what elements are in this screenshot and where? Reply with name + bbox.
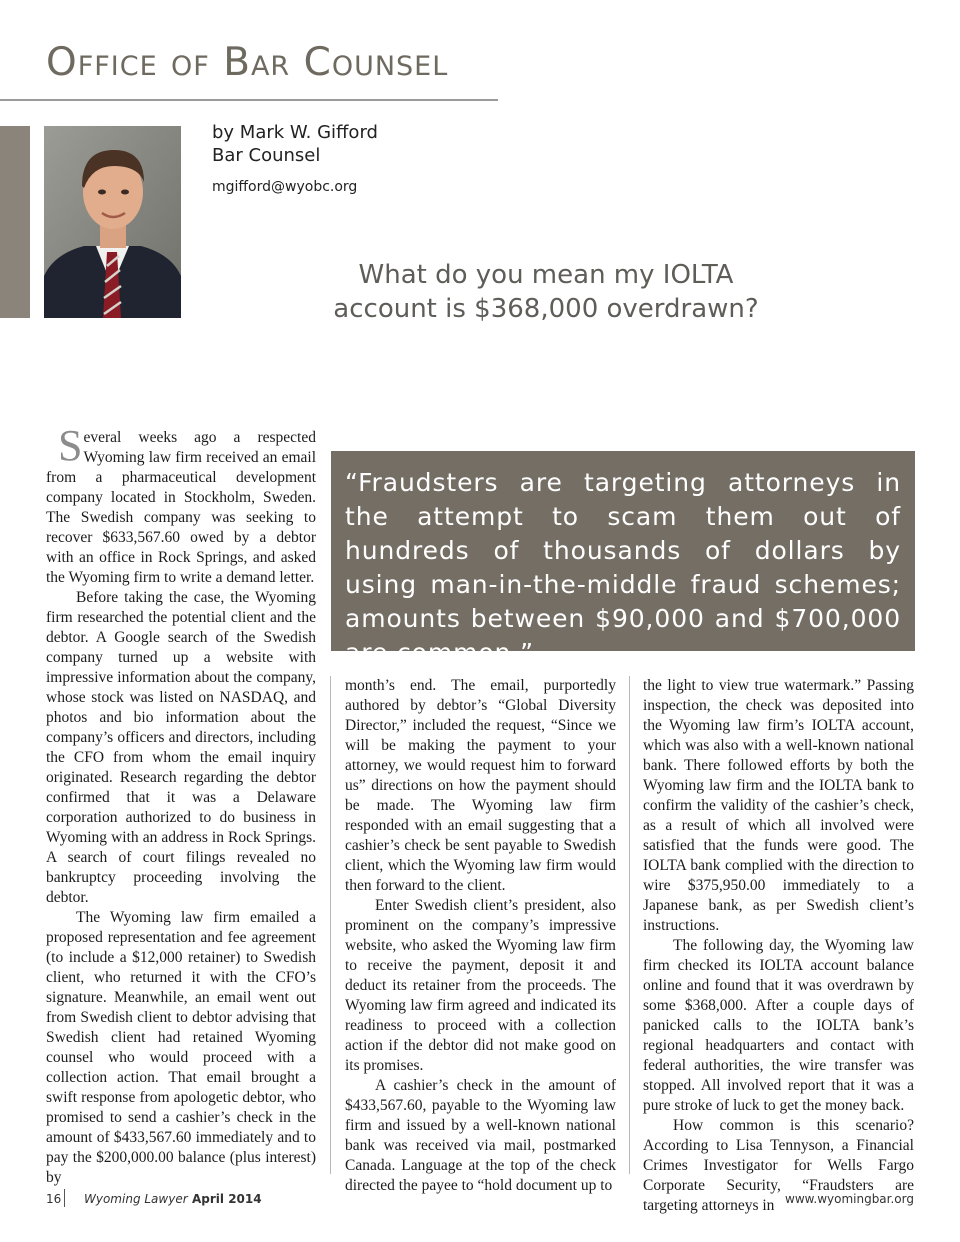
- article-column-3: [643, 676, 914, 1216]
- author-name: by Mark W. Gifford: [212, 122, 378, 143]
- column-divider: [330, 676, 331, 1174]
- page-footer: [46, 1192, 914, 1212]
- paragraph: month’s end. The email, purportedly authored by debtor’s “Global Diversity Director,” included the request, “Since we will be making the payment to your attorney, we would request him to forward us” directions on how the payment should be made. The Wyoming law firm responded with an email suggesting that a cashier’s check be sent payable to Swedish client, which the Wyoming law firm would then forward to the client.: [345, 677, 616, 894]
- footer-divider: [64, 1189, 65, 1207]
- paragraph: A cashier’s check in the amount of $433,567.60, payable to the Wyoming law firm and issued by a well-known national bank was received via mail, postmarked Canada. Language at the top of the check directed the payee to “hold document up to: [345, 1077, 616, 1194]
- author-portrait-illustration: [44, 126, 181, 318]
- page-number: 16: [46, 1192, 62, 1206]
- paragraph: the light to view true watermark.” Passing inspection, the check was deposited into the Wyoming law firm’s IOLTA account, which was also with a well-known national bank. There followed efforts by both the Wyoming law firm and the IOLTA bank to confirm the validity of the cashier’s check, as a result of which all involved were satisfied that the funds were good. The IOLTA bank complied with the direction to wire $375,950.00 immediately to a Japanese bank, as per Swedish client’s instructions.: [643, 677, 914, 934]
- headline-line-1: What do you mean my IOLTA: [358, 260, 734, 290]
- article-headline: [316, 258, 776, 326]
- column-divider: [629, 676, 630, 1174]
- author-email[interactable]: mgifford@wyobc.org: [212, 179, 358, 195]
- magazine-name: Wyoming Lawyer: [84, 1192, 188, 1206]
- paragraph: Before taking the case, the Wyoming firm researched the potential client and the debtor. A Google search of the Swedish company turned up a website with impressive information about the company, whose stock was listed on NASDAQ, and photos and bio information about the company’s officers and directors, including the CFO from whom the email inquiry originated. Research regarding the debtor confirmed that it was a Delaware corporation authorized to do business in Wyoming with an address in Rock Springs. A search of court filings revealed no bankruptcy proceeding involving the debtor.: [46, 589, 316, 906]
- paragraph: The following day, the Wyoming law firm checked its IOLTA account balance online and found that it was overdrawn by some $368,000. After a couple days of panicked calls to the IOLTA bank’s regional headquarters and contact with federal authorities, the wire transfer was stopped. All involved report that it was a pure stroke of luck to get the money back.: [643, 937, 914, 1114]
- department-title: Office of Bar Counsel: [46, 40, 449, 85]
- paragraph: How common is this scenario? According to Lisa Tennyson, a Financial Crimes Investigator for Wells Fargo Corporate Security, “Fraudsters are targeting attorneys in: [643, 1117, 914, 1214]
- article-column-1: [46, 421, 316, 1188]
- headline-line-2: account is $368,000 overdrawn?: [333, 294, 759, 324]
- author-photo: [44, 126, 181, 318]
- author-byline: [212, 121, 378, 199]
- article-column-2: [345, 676, 616, 1196]
- paragraph-text: everal weeks ago a respected Wyoming law firm received an email from a pharmaceutical development company located in Stockholm, Sweden. The Swedish company was seeking to recover $633,567.60 owed by a debtor with an office in Rock Springs, and asked the Wyoming firm to write a demand letter.: [46, 429, 316, 586]
- author-title: Bar Counsel: [212, 145, 321, 166]
- paragraph: Enter Swedish client’s president, also prominent on the company’s impressive website, who asked the Wyoming law firm to receive the payment, deposit it and deduct its retainer from the proceeds. The Wyoming law firm agreed and indicated its readiness to proceed with a collection action if the debtor did not make good on its promises.: [345, 897, 616, 1074]
- paragraph: The Wyoming law firm emailed a proposed representation and fee agreement (to include a $12,000 retainer) to Swedish client, who returned it with the CFO’s signature. Meanwhile, an email went out from Swedish client to debtor advising that Swedish client had retained Wyoming counsel who would proceed with a collection action. That email brought a swift response from apologetic debtor, who promised to send a cashier’s check in the amount of $433,567.60 immediately and to pay the $200,000.00 balance (plus interest) by: [46, 909, 316, 1186]
- accent-bar: [0, 126, 30, 318]
- paragraph: [46, 421, 316, 588]
- drop-cap: S: [58, 421, 83, 470]
- header-rule: [0, 99, 498, 101]
- pull-quote: “Fraudsters are targeting attorneys in the attempt to scam them out of hundreds of thousands of dollars by using man-in-the-middle fraud schemes; amounts between $90,000 and $700,000 are common.”: [331, 451, 915, 651]
- website-link[interactable]: www.wyomingbar.org: [785, 1192, 914, 1206]
- issue-date: April 2014: [192, 1192, 262, 1206]
